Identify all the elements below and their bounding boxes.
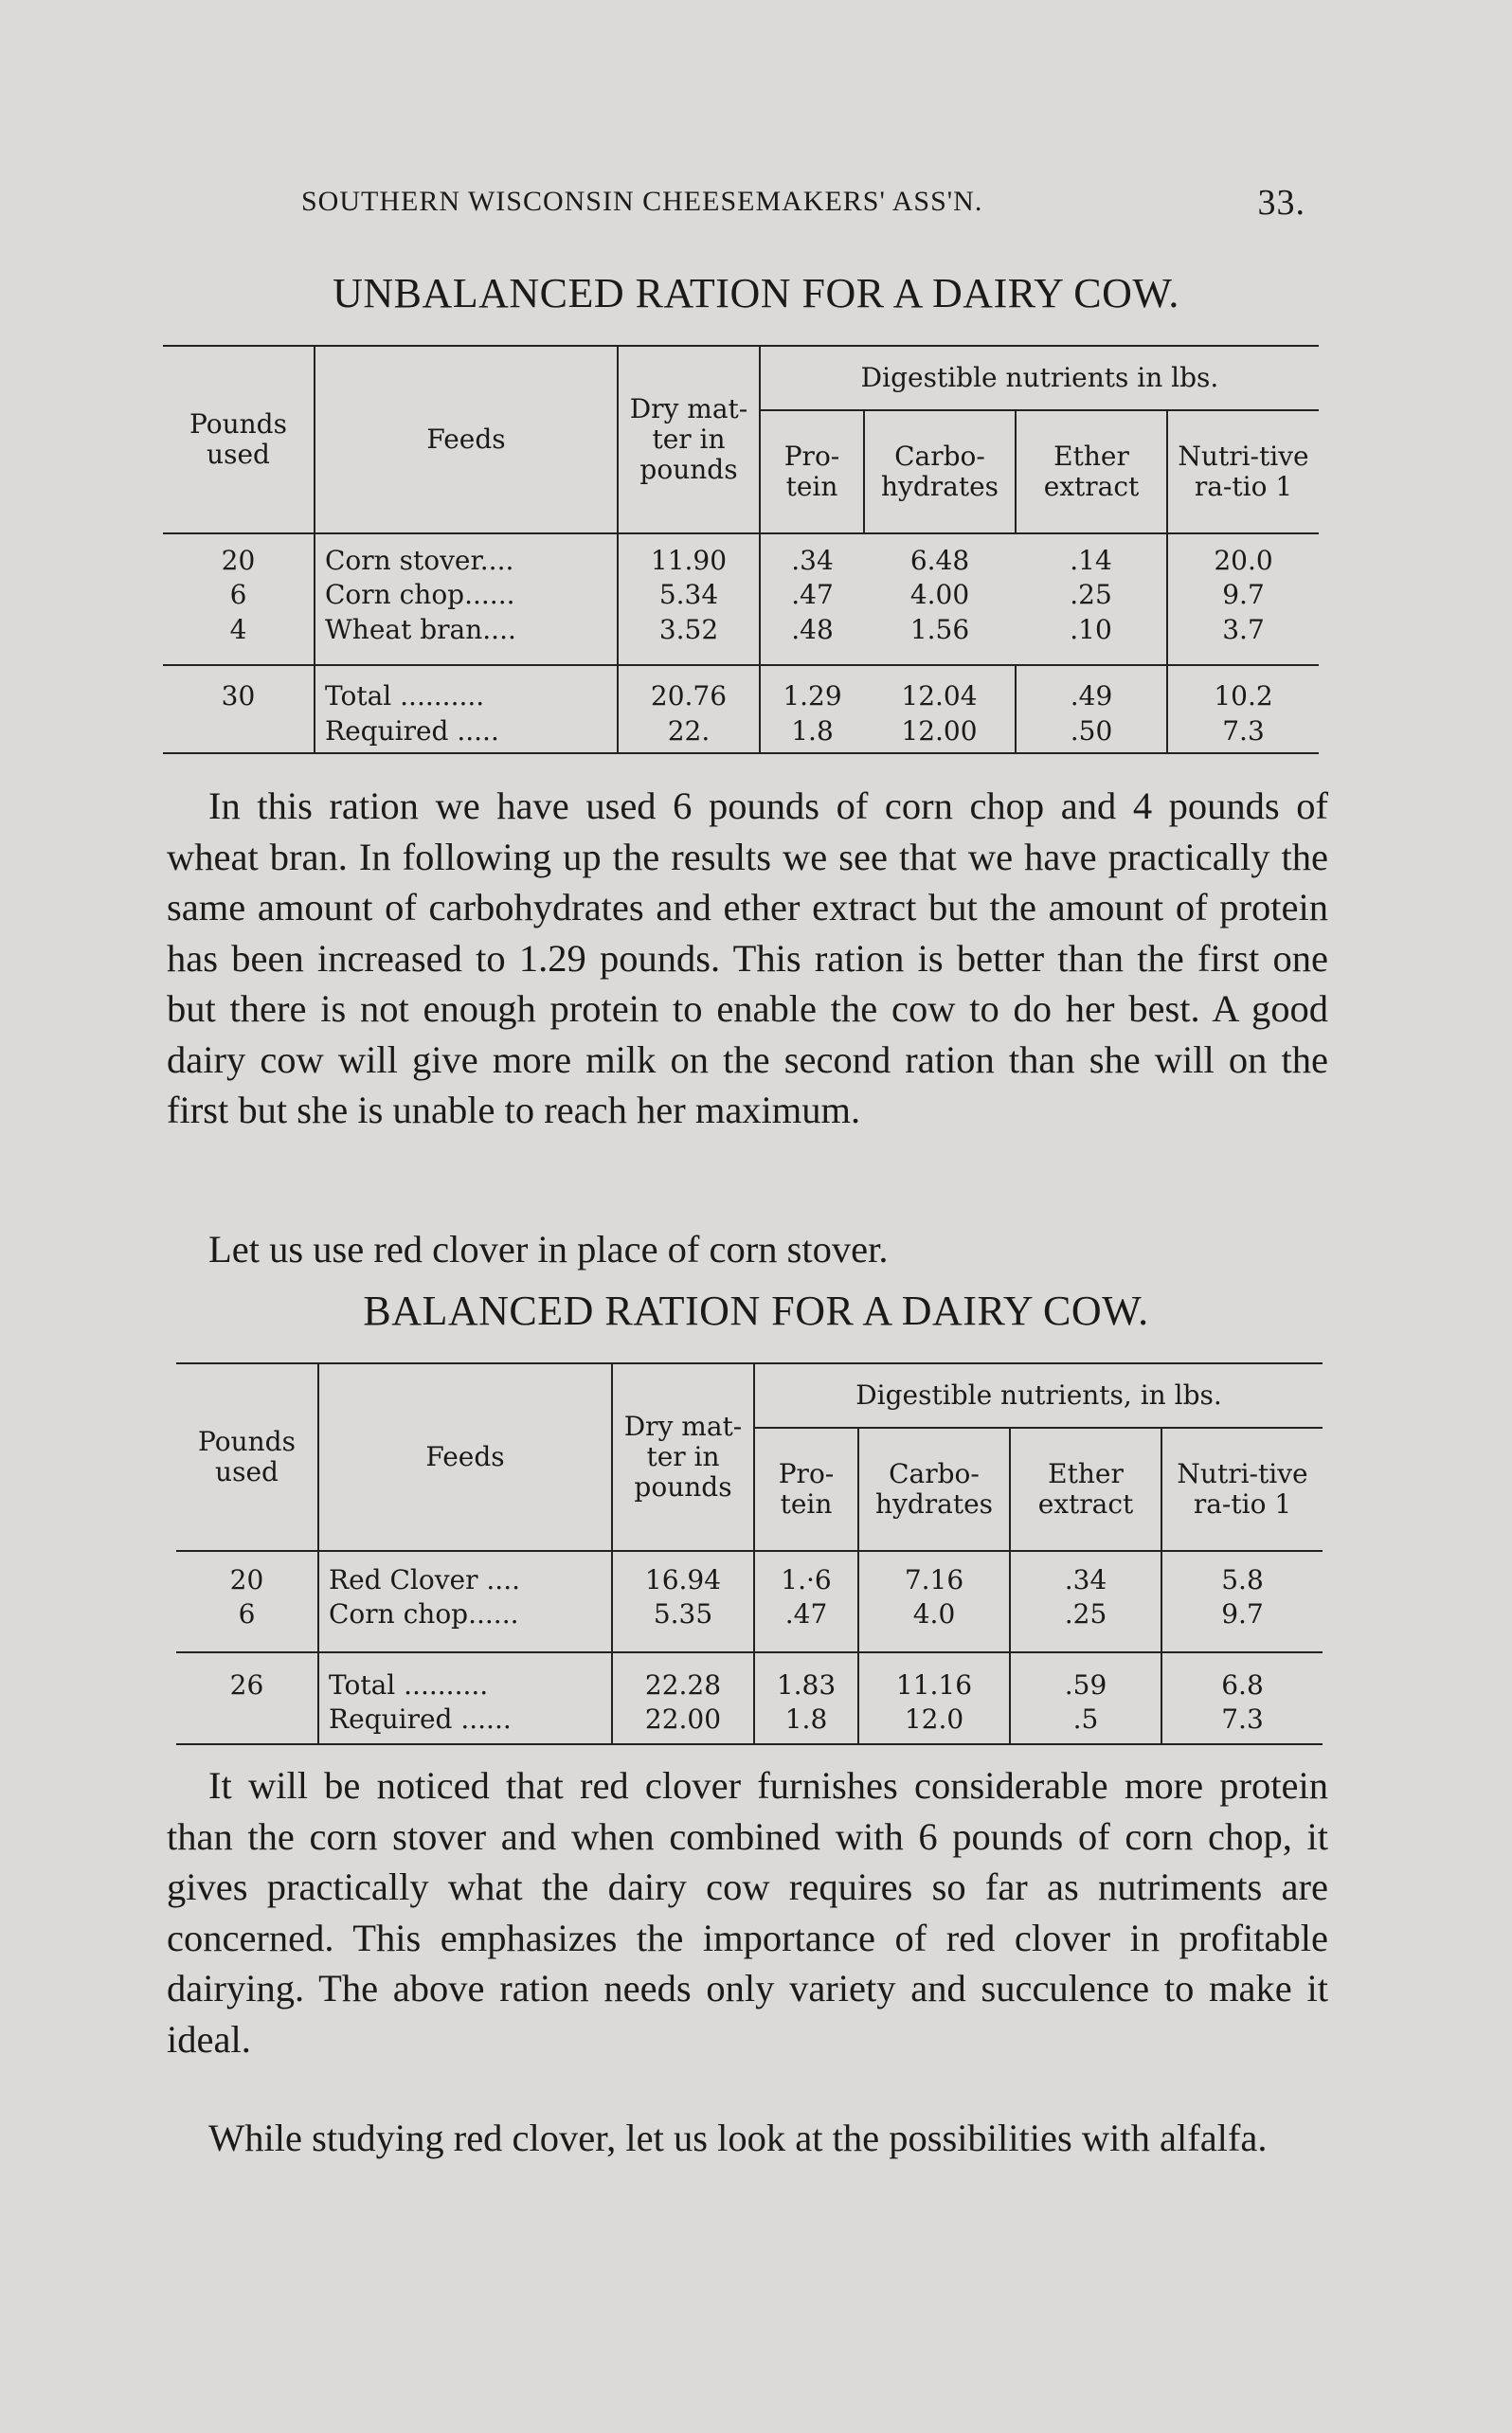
cell-carbohydrates: 1.56 — [909, 613, 970, 645]
required-row — [163, 714, 1319, 753]
header-dry-matter: Dry mat-ter in pounds — [612, 1363, 754, 1551]
cell-pounds: 30 — [221, 680, 256, 712]
cell-dry-matter: 20.76 — [618, 665, 760, 713]
cell-ether-extract: .5 — [1010, 1703, 1161, 1743]
header-pounds-used: Pounds used — [198, 1425, 296, 1487]
cell-pounds: 20 — [221, 545, 256, 576]
cell-nutritive-ratio: 9.7 — [1161, 1597, 1323, 1651]
cell-carbohydrates: 7.16 — [858, 1551, 1010, 1597]
cell-nutritive-ratio: 7.3 — [1167, 714, 1319, 753]
paragraph-4: While studying red clover, let us look at the possibilities with alfalfa. — [208, 2117, 1268, 2159]
cell-carbohydrates: 12.0 — [858, 1703, 1010, 1743]
cell-nutritive-ratio: 9.7 — [1167, 578, 1319, 612]
cell-dry-matter: 5.34 — [618, 578, 760, 612]
cell-pounds: 4 — [229, 613, 247, 645]
paragraph-3: It will be noticed that red clover furnishes considerable more protein than the corn stover and when combined with 6 pounds of corn chop, it gives practically what the dairy cow requires so far as nutriments are concerned. This emphasizes the importance of red clover in profitable dairying. The above ration needs only variety and succulence to make it ideal. — [167, 1764, 1328, 2061]
header-protein: Pro-tein — [760, 410, 864, 533]
header-feeds: Feeds — [315, 346, 618, 533]
cell-feed: Corn stover.... — [315, 533, 618, 578]
balanced-ration-table — [176, 1362, 1323, 1745]
table-row — [163, 533, 1319, 578]
header-pounds-used: Pounds used — [189, 407, 287, 470]
header-ether-extract: Ether extract — [1010, 1428, 1161, 1551]
cell-carbohydrates: 4.00 — [909, 579, 970, 611]
cell-pounds: 20 — [229, 1564, 264, 1595]
cell-feed: Total .......... — [318, 1652, 612, 1703]
cell-feed: Required ..... — [315, 714, 618, 753]
cell-protein: 1.29 — [760, 665, 864, 713]
header-carbohydrates: Carbo-hydrates — [858, 1428, 1010, 1551]
header-digestible: Digestible nutrients, in lbs. — [754, 1363, 1323, 1428]
cell-pounds: 6 — [238, 1598, 256, 1631]
cell-feed: Corn chop...... — [318, 1597, 612, 1651]
cell-dry-matter: 22. — [618, 714, 760, 753]
cell-ether-extract: .14 — [1070, 545, 1112, 576]
table-row — [163, 578, 1319, 612]
header-nutritive-ratio: Nutri-tive ra-tio 1 — [1161, 1428, 1323, 1551]
cell-protein: .47 — [760, 578, 864, 612]
cell-protein: .47 — [754, 1597, 858, 1651]
total-row — [163, 665, 1319, 713]
header-carbohydrates: Carbo-hydrates — [864, 410, 1016, 533]
running-title: SOUTHERN WISCONSIN CHEESEMAKERS' ASS'N. — [301, 186, 983, 217]
cell-carbohydrates: 12.00 — [901, 714, 978, 747]
paragraph-2: Let us use red clover in place of corn stover. — [208, 1228, 889, 1271]
cell-protein: 1.8 — [754, 1703, 858, 1743]
cell-protein: 1.83 — [754, 1652, 858, 1703]
header-protein: Pro-tein — [754, 1428, 858, 1551]
cell-nutritive-ratio: 7.3 — [1161, 1703, 1323, 1743]
cell-feed: Wheat bran.... — [315, 613, 618, 665]
table-row — [176, 1551, 1323, 1597]
cell-feed: Total .......... — [315, 665, 618, 713]
cell-dry-matter: 16.94 — [612, 1551, 754, 1597]
cell-protein: .48 — [760, 613, 864, 665]
cell-carbohydrates: 11.16 — [858, 1652, 1010, 1703]
page-number: 33. — [1257, 183, 1305, 223]
paragraph-1: In this ration we have used 6 pounds of corn chop and 4 pounds of wheat bran. In following up the results we see that we have practically the same amount of carbohydrates and ether extract but the amount of protein has been increased to 1.29 pounds. This ration is better than the first one but there is not enough protein to enable the cow to do her best. A good dairy cow will give more milk on the second ration than she will on the first but she is unable to reach her maximum. — [167, 784, 1328, 1131]
table2-title: BALANCED RATION FOR A DAIRY COW. — [363, 1288, 1149, 1334]
cell-protein: 1.8 — [760, 714, 864, 753]
cell-protein: 1.·6 — [754, 1551, 858, 1597]
cell-dry-matter: 22.28 — [612, 1652, 754, 1703]
cell-feed: Required ...... — [318, 1703, 612, 1743]
cell-dry-matter: 22.00 — [612, 1703, 754, 1743]
cell-nutritive-ratio: 10.2 — [1167, 665, 1319, 713]
cell-ether-extract: .59 — [1010, 1652, 1161, 1703]
cell-ether-extract: .34 — [1010, 1551, 1161, 1597]
header-ether-extract: Ether extract — [1016, 410, 1167, 533]
header-feeds: Feeds — [318, 1363, 612, 1551]
cell-nutritive-ratio: 6.8 — [1161, 1652, 1323, 1703]
header-digestible: Digestible nutrients in lbs. — [760, 346, 1319, 410]
cell-carbohydrates: 4.0 — [858, 1597, 1010, 1651]
header-dry-matter: Dry mat-ter in pounds — [618, 346, 760, 533]
cell-pounds — [163, 714, 315, 753]
cell-dry-matter: 5.35 — [612, 1597, 754, 1651]
cell-nutritive-ratio: 20.0 — [1167, 533, 1319, 578]
cell-dry-matter: 3.52 — [618, 613, 760, 665]
table-row — [163, 613, 1319, 665]
cell-feed: Corn chop...... — [315, 578, 618, 612]
unbalanced-ration-table — [163, 345, 1319, 754]
cell-ether-extract: .50 — [1016, 714, 1167, 753]
table1-title: UNBALANCED RATION FOR A DAIRY COW. — [333, 270, 1179, 316]
cell-feed: Red Clover .... — [318, 1551, 612, 1597]
cell-pounds: 6 — [229, 579, 247, 611]
total-row — [176, 1652, 1323, 1703]
cell-protein: .34 — [760, 533, 864, 578]
cell-ether-extract: .25 — [1070, 579, 1112, 611]
cell-nutritive-ratio: 5.8 — [1161, 1551, 1323, 1597]
cell-dry-matter: 11.90 — [618, 533, 760, 578]
required-row — [176, 1703, 1323, 1743]
cell-pounds — [176, 1703, 318, 1743]
cell-ether-extract: .25 — [1010, 1597, 1161, 1651]
cell-ether-extract: .10 — [1070, 613, 1112, 645]
cell-nutritive-ratio: 3.7 — [1167, 613, 1319, 665]
table-row — [176, 1597, 1323, 1651]
cell-carbohydrates: 6.48 — [909, 545, 970, 576]
cell-pounds: 26 — [229, 1668, 264, 1701]
cell-carbohydrates: 12.04 — [901, 680, 978, 712]
cell-ether-extract: .49 — [1016, 665, 1167, 713]
header-nutritive-ratio: Nutri-tive ra-tio 1 — [1167, 410, 1319, 533]
